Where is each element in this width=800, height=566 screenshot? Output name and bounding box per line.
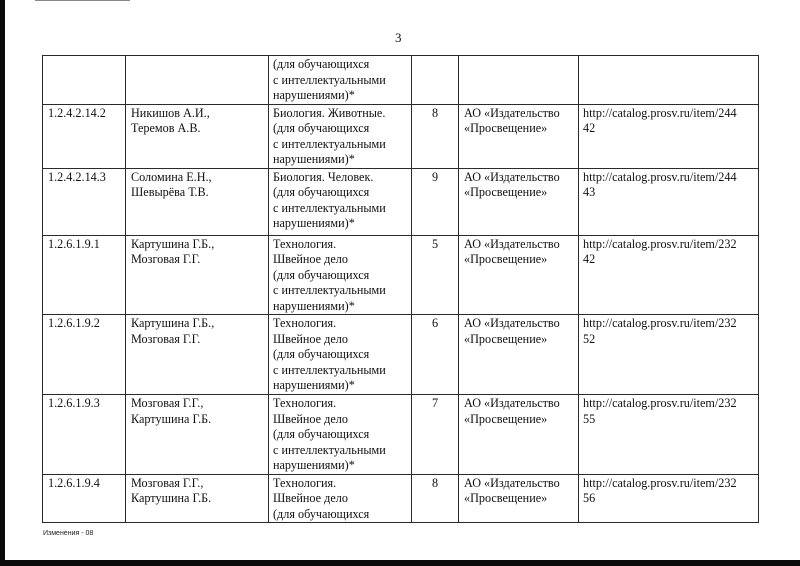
cell-code bbox=[43, 315, 126, 395]
cell-authors-line: Картушина Г.Б., bbox=[131, 316, 215, 330]
cell-title-line: (для обучающихся bbox=[273, 57, 370, 71]
cell-code-text: 1.2.4.2.14.2 bbox=[48, 105, 106, 120]
cell-url bbox=[579, 168, 759, 235]
cell-publisher-line: «Просвещение» bbox=[464, 491, 548, 505]
cell-code bbox=[43, 168, 126, 235]
cell-title-line: Биология. Человек. bbox=[273, 169, 374, 184]
cell-grade bbox=[412, 235, 459, 315]
cell-authors-line: Мозговая Г.Г., bbox=[131, 475, 204, 490]
cell-authors-line: Шевырёва Т.В. bbox=[131, 185, 209, 199]
cell-publisher-line: АО «Издательство bbox=[464, 475, 560, 490]
cell-publisher-line: «Просвещение» bbox=[464, 185, 548, 199]
scan-artifact-top bbox=[35, 0, 130, 1]
cell-title-line: (для обучающихся bbox=[273, 347, 370, 361]
cell-url-line[interactable]: http://catalog.prosv.ru/item/232 bbox=[583, 236, 737, 251]
cell-code-text: 1.2.4.2.14.3 bbox=[48, 169, 106, 184]
cell-grade-text: 5 bbox=[431, 236, 439, 251]
table-row bbox=[43, 104, 759, 168]
cell-publisher-line: АО «Издательство bbox=[464, 396, 560, 410]
table-row bbox=[43, 315, 759, 395]
cell-title-line: (для обучающихся bbox=[273, 506, 370, 521]
cell-code bbox=[43, 56, 126, 105]
cell-grade-text: 9 bbox=[431, 169, 439, 184]
cell-title-line: с интеллектуальными bbox=[273, 136, 386, 151]
cell-authors-line: Мозговая Г.Г., bbox=[131, 396, 204, 410]
cell-publisher bbox=[459, 395, 579, 475]
cell-title-line: (для обучающихся bbox=[273, 267, 370, 282]
cell-title-line: нарушениями)* bbox=[273, 88, 355, 102]
cell-publisher-line: «Просвещение» bbox=[464, 121, 548, 135]
cell-title-line: нарушениями)* bbox=[273, 298, 355, 313]
cell-publisher-line: АО «Издательство bbox=[464, 105, 560, 120]
cell-authors-line: Мозговая Г.Г. bbox=[131, 331, 201, 346]
cell-publisher bbox=[459, 474, 579, 523]
cell-title-line: с интеллектуальными bbox=[273, 283, 386, 297]
cell-title-line: с интеллектуальными bbox=[273, 200, 386, 215]
cell-grade-text: 6 bbox=[431, 316, 439, 330]
cell-title-line: Швейное дело bbox=[273, 411, 348, 426]
cell-publisher bbox=[459, 168, 579, 235]
cell-url-line[interactable]: 42 bbox=[583, 252, 596, 266]
page-number: 3 bbox=[395, 30, 402, 45]
cell-title-line: Технология. bbox=[273, 316, 337, 330]
cell-code bbox=[43, 104, 126, 168]
cell-authors bbox=[126, 395, 269, 475]
cell-url-line[interactable]: http://catalog.prosv.ru/item/244 bbox=[583, 169, 737, 184]
cell-url-line[interactable]: http://catalog.prosv.ru/item/232 bbox=[583, 316, 737, 330]
cell-title-line: (для обучающихся bbox=[273, 185, 370, 199]
cell-url bbox=[579, 474, 759, 523]
cell-title-line: Швейное дело bbox=[273, 491, 348, 505]
cell-title-line: Технология. bbox=[273, 396, 337, 410]
cell-grade bbox=[412, 104, 459, 168]
cell-url-line[interactable]: http://catalog.prosv.ru/item/232 bbox=[583, 396, 737, 410]
cell-title bbox=[269, 235, 412, 315]
cell-title bbox=[269, 104, 412, 168]
table-row bbox=[43, 56, 759, 105]
cell-url bbox=[579, 395, 759, 475]
cell-publisher-line: АО «Издательство bbox=[464, 316, 560, 330]
cell-title-line: (для обучающихся bbox=[273, 121, 370, 135]
cell-authors bbox=[126, 474, 269, 523]
cell-title-line: нарушениями)* bbox=[273, 378, 355, 392]
cell-url-line[interactable]: http://catalog.prosv.ru/item/244 bbox=[583, 105, 737, 120]
cell-authors-line: Картушина Г.Б., bbox=[131, 236, 215, 251]
cell-publisher-line: АО «Издательство bbox=[464, 236, 560, 251]
footer-revision-note: Изменения - 08 bbox=[43, 530, 94, 537]
cell-url-line[interactable]: 56 bbox=[583, 491, 596, 505]
cell-authors bbox=[126, 315, 269, 395]
cell-authors-line: Картушина Г.Б. bbox=[131, 411, 212, 426]
cell-title-line: Швейное дело bbox=[273, 331, 348, 346]
cell-publisher-line: «Просвещение» bbox=[464, 331, 548, 346]
cell-grade-text: 8 bbox=[431, 105, 439, 120]
table-row bbox=[43, 168, 759, 235]
cell-authors bbox=[126, 56, 269, 105]
table-row bbox=[43, 395, 759, 475]
cell-publisher-line: АО «Издательство bbox=[464, 169, 560, 184]
cell-title-line: с интеллектуальными bbox=[273, 362, 386, 377]
table-row bbox=[43, 474, 759, 523]
cell-grade bbox=[412, 56, 459, 105]
table-row bbox=[43, 235, 759, 315]
cell-code-text: 1.2.6.1.9.4 bbox=[48, 475, 100, 490]
cell-title bbox=[269, 168, 412, 235]
cell-title bbox=[269, 315, 412, 395]
cell-code-text: 1.2.6.1.9.2 bbox=[48, 316, 100, 330]
cell-title bbox=[269, 56, 412, 105]
cell-title bbox=[269, 395, 412, 475]
cell-url bbox=[579, 235, 759, 315]
cell-url-line[interactable]: 42 bbox=[583, 121, 596, 135]
cell-title-line: нарушениями)* bbox=[273, 216, 355, 230]
cell-url-line[interactable]: http://catalog.prosv.ru/item/232 bbox=[583, 475, 737, 490]
scan-border-left bbox=[0, 0, 5, 566]
cell-title-line: с интеллектуальными bbox=[273, 442, 386, 457]
scan-border-bottom bbox=[0, 560, 800, 566]
cell-publisher bbox=[459, 235, 579, 315]
cell-grade bbox=[412, 168, 459, 235]
cell-title-line: нарушениями)* bbox=[273, 458, 355, 472]
cell-authors bbox=[126, 104, 269, 168]
cell-publisher bbox=[459, 315, 579, 395]
cell-title-line: Биология. Животные. bbox=[273, 105, 386, 120]
cell-authors-line: Мозговая Г.Г. bbox=[131, 252, 201, 266]
cell-url bbox=[579, 104, 759, 168]
cell-grade-text: 7 bbox=[431, 396, 439, 410]
cell-url bbox=[579, 315, 759, 395]
cell-publisher bbox=[459, 104, 579, 168]
cell-title-line: (для обучающихся bbox=[273, 427, 370, 441]
cell-grade bbox=[412, 315, 459, 395]
cell-title-line: Технология. bbox=[273, 475, 337, 490]
cell-authors bbox=[126, 168, 269, 235]
cell-title-line: Швейное дело bbox=[273, 252, 348, 266]
cell-authors-line: Соломина Е.Н., bbox=[131, 169, 212, 184]
cell-authors bbox=[126, 235, 269, 315]
cell-url-line[interactable]: 43 bbox=[583, 185, 596, 199]
cell-publisher-line: «Просвещение» bbox=[464, 411, 548, 426]
cell-grade-text: 8 bbox=[431, 475, 439, 490]
cell-title-line: Технология. bbox=[273, 236, 337, 251]
cell-url-line[interactable]: 52 bbox=[583, 331, 596, 346]
cell-authors-line: Никишов А.И., bbox=[131, 105, 210, 120]
cell-publisher bbox=[459, 56, 579, 105]
cell-title-line: нарушениями)* bbox=[273, 152, 355, 166]
cell-code-text: 1.2.6.1.9.1 bbox=[48, 236, 100, 251]
cell-grade bbox=[412, 474, 459, 523]
cell-authors-line: Теремов А.В. bbox=[131, 121, 201, 135]
cell-title bbox=[269, 474, 412, 523]
cell-publisher-line: «Просвещение» bbox=[464, 252, 548, 266]
cell-code bbox=[43, 395, 126, 475]
cell-title-line: с интеллектуальными bbox=[273, 72, 386, 87]
cell-grade bbox=[412, 395, 459, 475]
cell-code bbox=[43, 235, 126, 315]
cell-url bbox=[579, 56, 759, 105]
cell-authors-line: Картушина Г.Б. bbox=[131, 491, 212, 505]
cell-code-text: 1.2.6.1.9.3 bbox=[48, 396, 100, 410]
cell-code bbox=[43, 474, 126, 523]
textbook-list-table bbox=[42, 55, 759, 523]
cell-url-line[interactable]: 55 bbox=[583, 411, 596, 426]
